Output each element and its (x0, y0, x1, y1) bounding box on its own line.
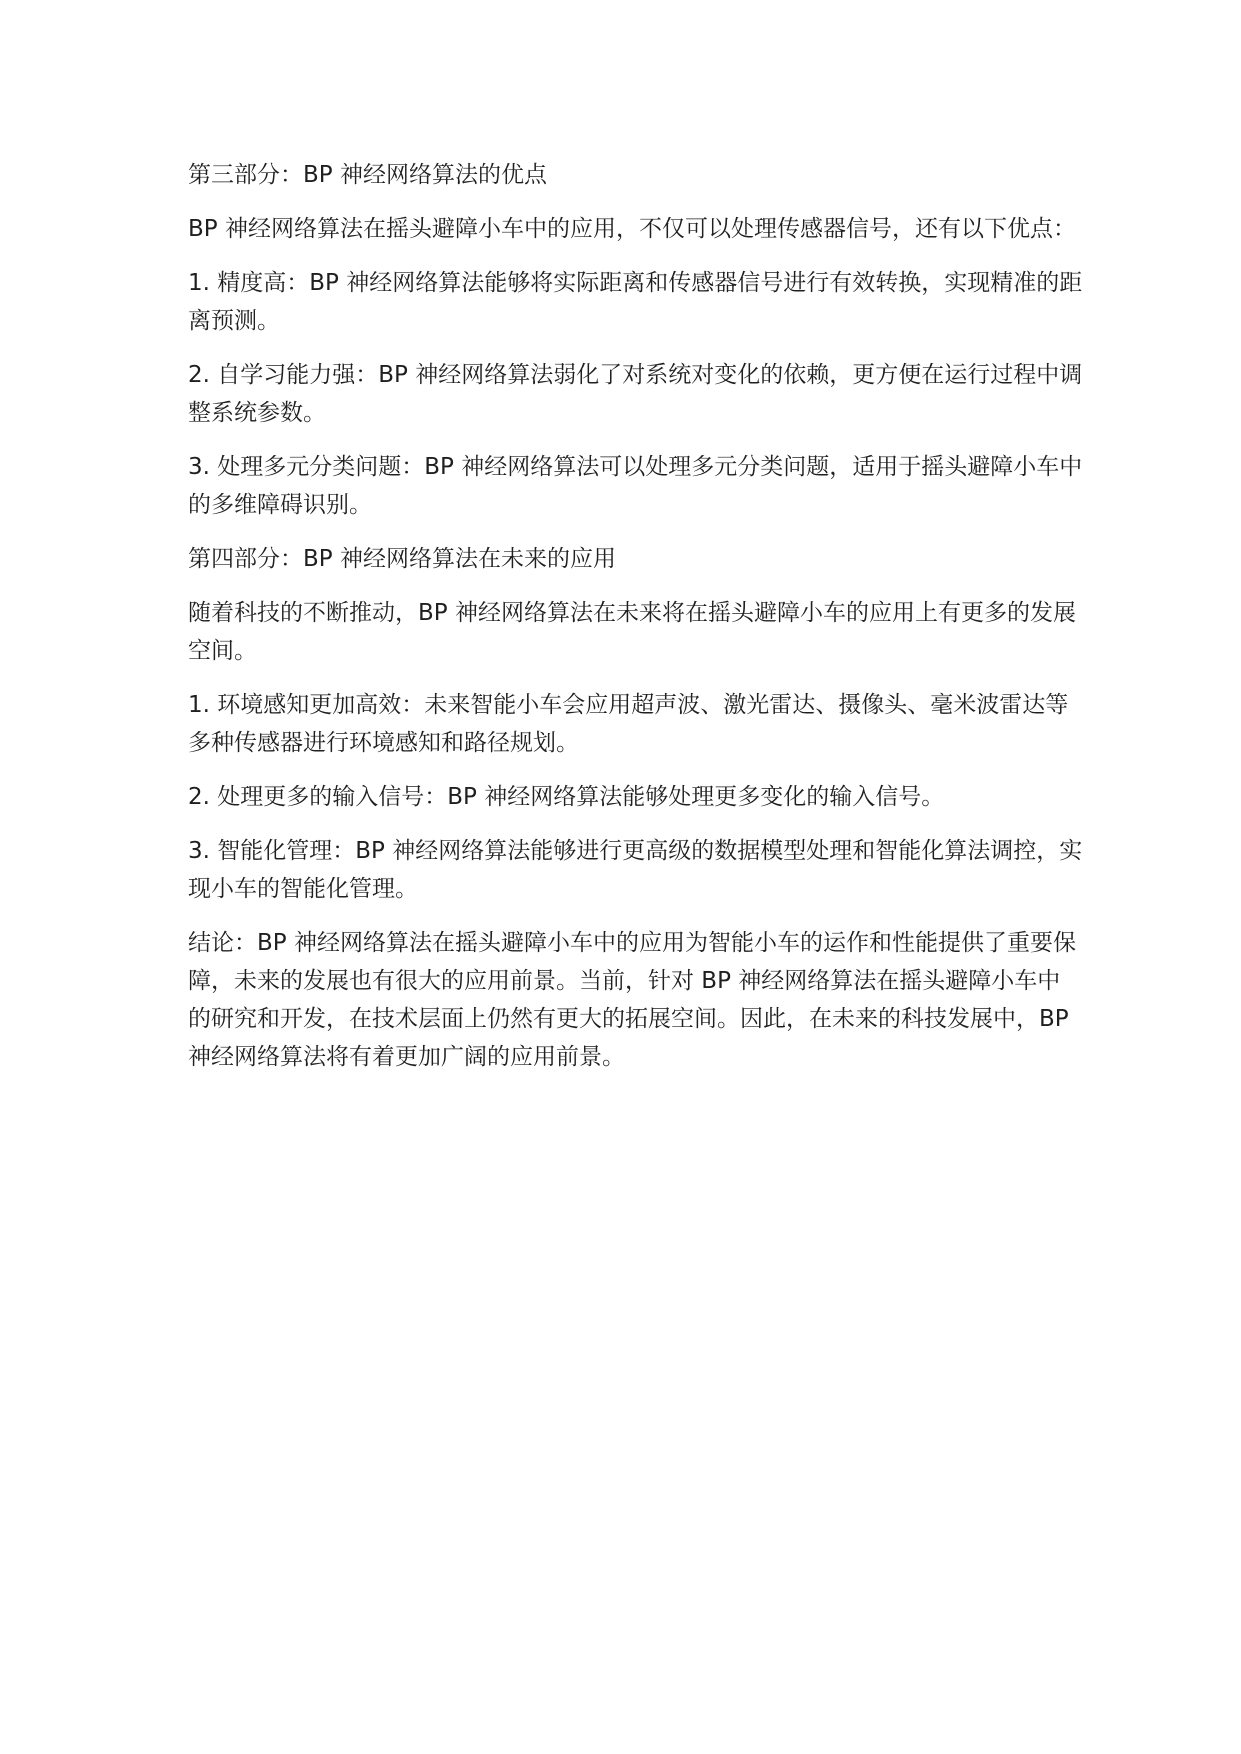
list-item-input-signals: 2. 处理更多的输入信号：BP 神经网络算法能够处理更多变化的输入信号。 (188, 784, 945, 810)
list-item-intelligent-management: 3. 智能化管理：BP 神经网络算法能够进行更高级的数据模型处理和智能化算法调控，实现小车的智能化管理。 (188, 838, 1083, 902)
section-heading-part-four: 第四部分：BP 神经网络算法在未来的应用 (188, 546, 616, 572)
list-item-perception: 1. 环境感知更加高效：未来智能小车会应用超声波、激光雷达、摄像头、毫米波雷达等多种传感器进行环境感知和路径规划。 (188, 692, 1069, 756)
list-item-multiclass: 3. 处理多元分类问题：BP 神经网络算法可以处理多元分类问题，适用于摇头避障小车中的多维障碍识别。 (188, 454, 1083, 518)
list-item-precision: 1. 精度高：BP 神经网络算法能够将实际距离和传感器信号进行有效转换，实现精准的距离预测。 (188, 270, 1083, 334)
list-item-self-learning: 2. 自学习能力强：BP 神经网络算法弱化了对系统对变化的依赖，更方便在运行过程中调整系统参数。 (188, 362, 1083, 426)
paragraph-future: 随着科技的不断推动，BP 神经网络算法在未来将在摇头避障小车的应用上有更多的发展空间。 (188, 600, 1076, 664)
paragraph-conclusion: 结论：BP 神经网络算法在摇头避障小车中的应用为智能小车的运作和性能提供了重要保障，未来的发展也有很大的应用前景。当前，针对 BP 神经网络算法在摇头避障小车中的研究和开发，在技术层面上仍然有更大的拓展空间。因此，在未来的科技发展中，BP 神经网络算法将有着更加广阔的应用前景。 (188, 930, 1076, 1070)
paragraph-intro: BP 神经网络算法在摇头避障小车中的应用，不仅可以处理传感器信号，还有以下优点： (188, 216, 1076, 242)
document-body (188, 156, 1083, 1092)
section-heading-part-three: 第三部分：BP 神经网络算法的优点 (188, 162, 547, 188)
